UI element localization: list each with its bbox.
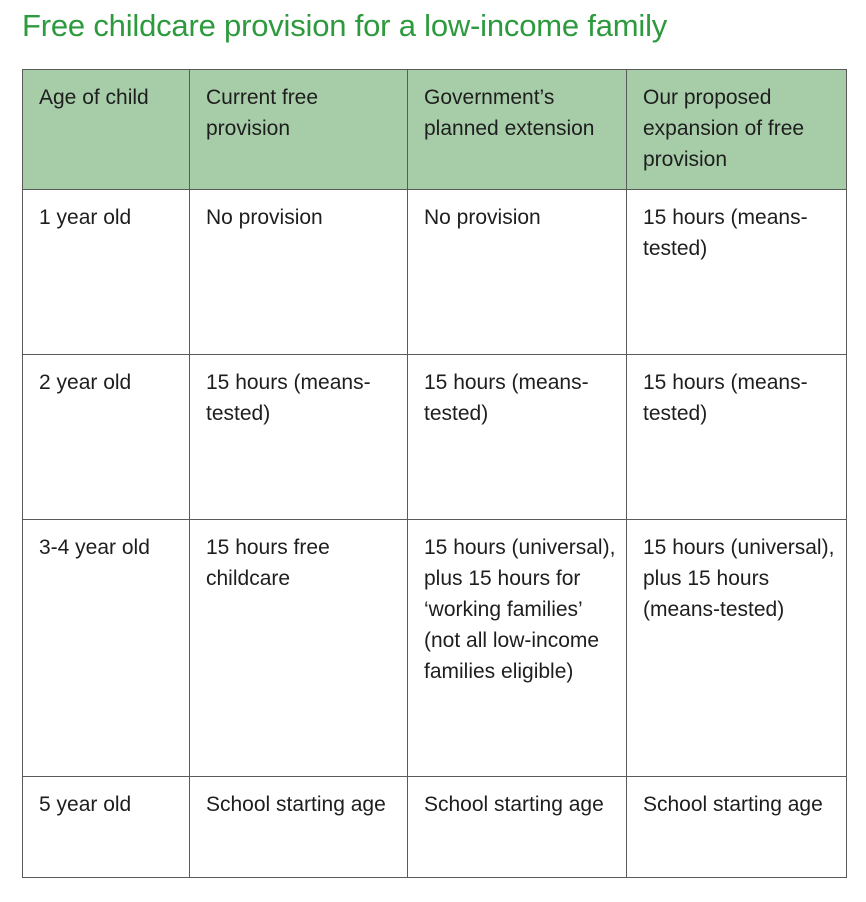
table-cell: 15 hours (means-tested) [627,190,847,355]
table-cell: 15 hours free childcare [190,520,408,777]
table-row [23,777,847,878]
column-header-age: Age of child [23,70,190,190]
table-cell: No provision [190,190,408,355]
column-header-current: Current free provision [190,70,408,190]
table-cell: No provision [408,190,627,355]
table-cell: 1 year old [23,190,190,355]
table-header-row [23,70,847,190]
table-cell: 15 hours (universal), plus 15 hours (means-tested) [627,520,847,777]
table-cell: 3-4 year old [23,520,190,777]
table-cell: 5 year old [23,777,190,878]
column-header-government: Government’s planned extension [408,70,627,190]
table-cell: School starting age [190,777,408,878]
table-cell: 15 hours (universal), plus 15 hours for ‘working families’ (not all low-income families eligible) [408,520,627,777]
table-cell: 2 year old [23,355,190,520]
table-row [23,190,847,355]
table-cell: 15 hours (means-tested) [408,355,627,520]
table-row [23,355,847,520]
table-row [23,520,847,777]
table-cell: School starting age [627,777,847,878]
table-cell: School starting age [408,777,627,878]
column-header-proposed: Our proposed expansion of free provision [627,70,847,190]
table-cell: 15 hours (means-tested) [190,355,408,520]
page-title: Free childcare provision for a low-income family [22,8,668,43]
childcare-provision-table [22,69,847,878]
table-cell: 15 hours (means-tested) [627,355,847,520]
